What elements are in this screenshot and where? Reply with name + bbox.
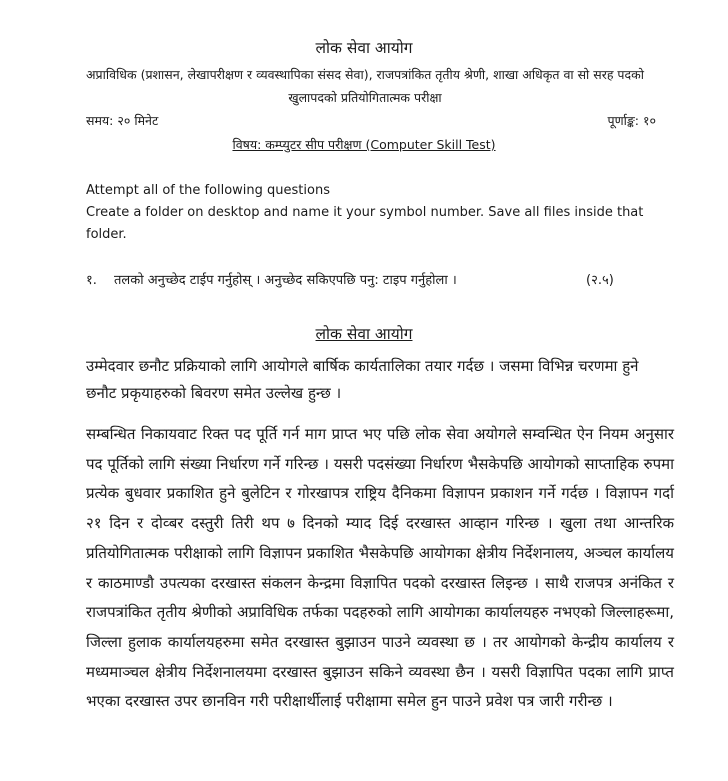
passage-paragraph-2: सम्बन्धित निकायवाट रिक्त पद पूर्ति गर्न माग प्राप्त भए पछि लोक सेवा अयोगले सम्वन्धित ऐन नियम अनुसार पद पूर्तिको लागि संख्या निर्धारण गर्ने गरिन्छ । यसरी पदसंख्या निर्धारण भैसकेपछि आयोगको साप्ताहिक रुपमा प्रत्येक बुधवार प्रकाशित हुने बुलेटिन र गोरखापत्र राष्ट्रिय दैनिकमा विज्ञापन प्रकाशन गर्ने गर्दछ । विज्ञापन गर्दा २१ दिन र दोव्बर दस्तुरी तिरी थप ७ दिनको म्याद दिई दरखास्त आव्हान गरिन्छ । खुला तथा आन्तरिक प्रतियोगितात्मक परीक्षाको लागि विज्ञापन प्रकाशित भैसकेपछि आयोगका क्षेत्रीय निर्देशनालय, अञ्चल कार्यालय र काठमाण्डौ उपत्यका दरखास्त संकलन केन्द्रमा विज्ञापित पदको दरखास्त लिइन्छ । साथै राजपत्र अनंकित र राजपत्रांकित तृतीय श्रेणीको अप्राविधिक तर्फका पदहरुको लागि आयोगका कार्यालयहरु नभएको जिल्लाहरूमा, जिल्ला हुलाक कार्यालयहरुमा समेत दरखास्त बुझाउन पाउने व्यवस्था छ । तर आयोगको केन्द्रीय कार्यालय र मध्यमाञ्चल क्षेत्रीय निर्देशनालयमा दरखास्त बुझाउन सकिने व्यवस्था छैन । यसरी विज्ञापित पदका लागि प्राप्त भएका दरखास्त उपर छानविन गरी परीक्षार्थीलाई परीक्षामा समेल हुन पाउने प्रवेश पत्र जारी गरीन्छ । (86, 425, 674, 711)
time-allowed: समय: २० मिनेट (86, 113, 159, 128)
instruction-line-1: Attempt all of the following questions (86, 183, 330, 198)
passage-title: लोक सेवा आयोग (315, 325, 413, 343)
instruction-line-2: Create a folder on desktop and name it your symbol number. Save all files inside that folder. (86, 205, 644, 242)
org-title: लोक सेवा आयोग (315, 39, 413, 57)
full-marks: पूर्णाङ्क: १० (607, 113, 656, 128)
instructions (86, 180, 646, 246)
question-1 (86, 270, 614, 288)
question-number: १. (86, 273, 97, 288)
subject-line (0, 136, 728, 153)
question-text: तलको अनुच्छेद टाईप गर्नुहोस् । अनुच्छेद सकिएपछि पनु: टाइप गर्नुहोला । (114, 273, 457, 288)
question-marks: (२.५) (586, 273, 614, 288)
subject-text: विषय: कम्प्युटर सीप परीक्षण (Computer Skill Test) (232, 137, 496, 152)
passage-paragraph-1: उम्मेदवार छनौट प्रक्रियाको लागि आयोगले बार्षिक कार्यतालिका तयार गर्दछ । जसमा विभिन्न चरणमा हुने छनौट प्रकृयाहरुको बिवरण समेत उल्लेख हुन्छ । (86, 357, 639, 402)
exam-subtitle: अप्राविधिक (प्रशासन, लेखापरीक्षण र व्यवस्थापिका संसद सेवा), राजपत्रांकित तृतीय श्रेणी, शाखा अधिकृत वा सो सरह पदको खुलापदको प्रतियोगितात्मक परीक्षा (85, 67, 645, 105)
